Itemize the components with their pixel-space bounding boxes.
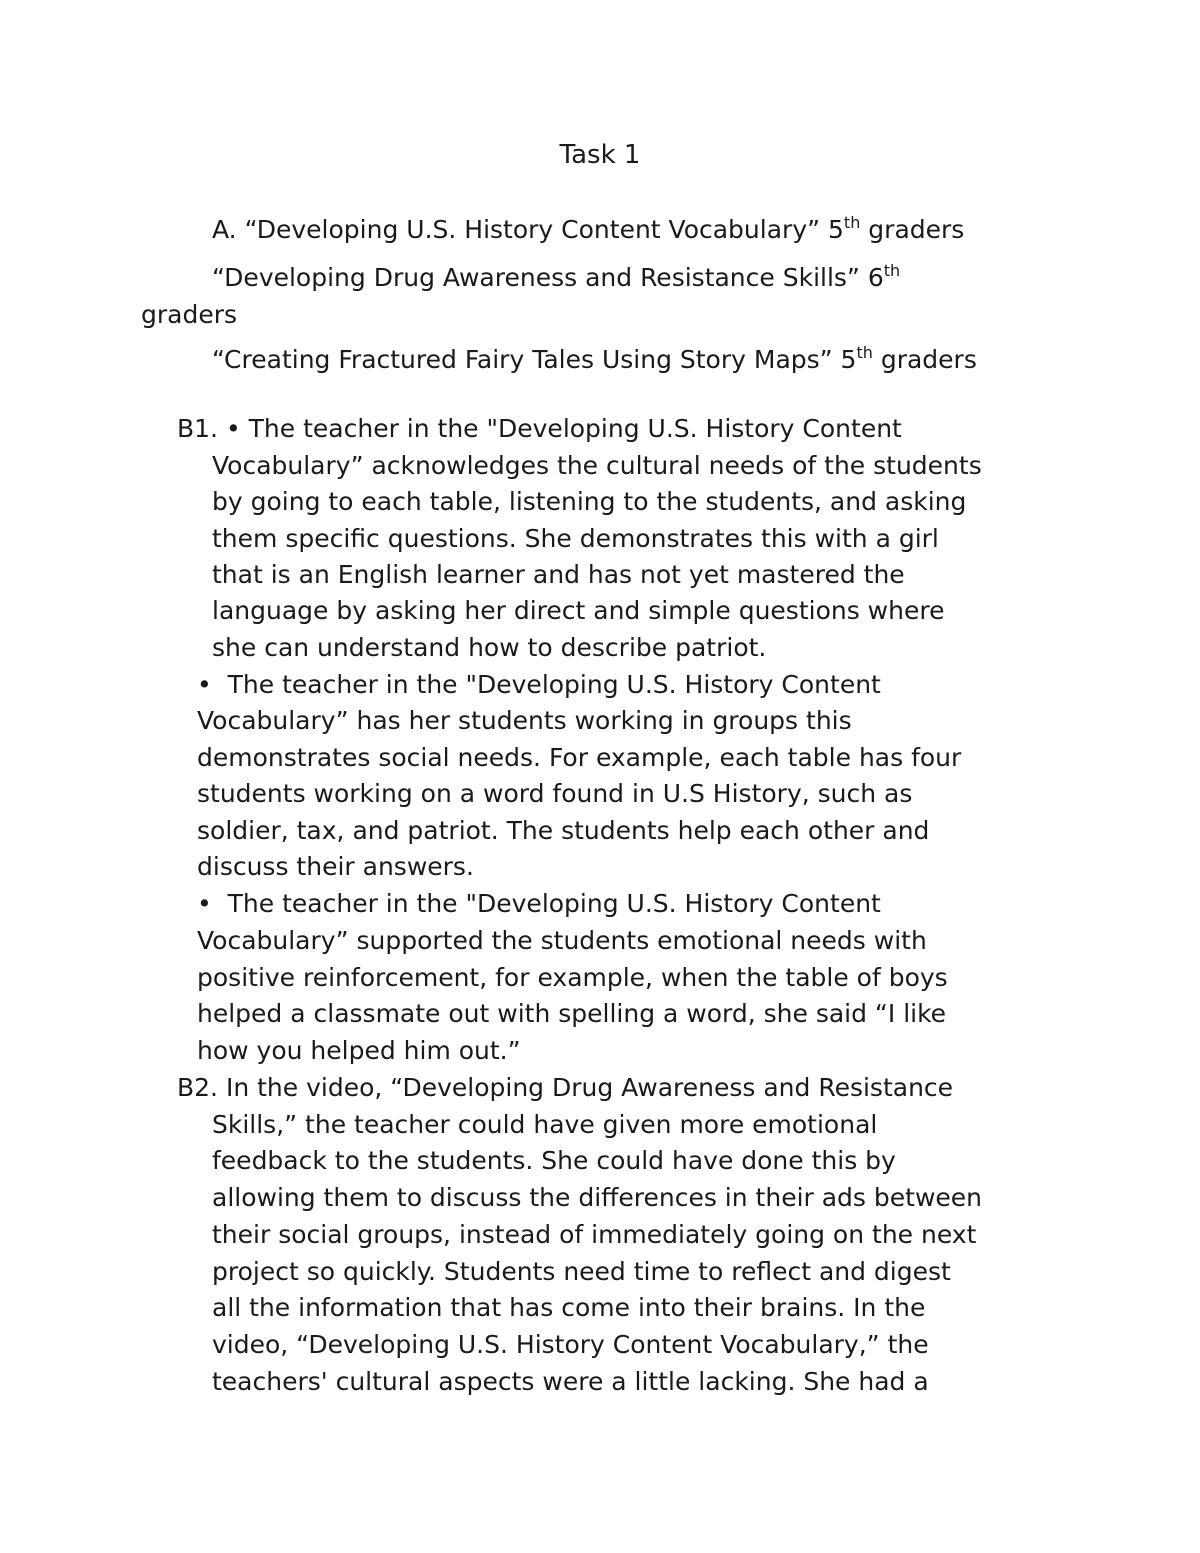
item-suffix: graders [872,345,977,374]
paragraph-line: their social groups, instead of immediately going on the next [212,1220,977,1249]
paragraph-line: The teacher in the "Developing U.S. History Content [248,414,902,443]
paragraph-line: language by asking her direct and simple questions where [212,596,945,625]
paragraph-line: The teacher in the "Developing U.S. History Content [227,670,881,699]
b1-paragraph-2-line-0 [197,667,881,703]
section-a-item-2-wrap: graders [141,300,238,329]
paragraph-line: project so quickly. Students need time to reflect and digest [212,1257,951,1286]
section-a-item-3 [212,342,977,378]
item-text: “Creating Fractured Fairy Tales Using Story Maps” 5 [212,345,857,374]
item-suffix: graders [860,215,965,244]
paragraph-line: The teacher in the "Developing U.S. History Content [227,889,881,918]
section-a-label: A. [212,215,245,244]
paragraph-line: feedback to the students. She could have done this by [212,1146,896,1175]
superscript: th [883,261,901,280]
paragraph-line: allowing them to discuss the differences in their ads between [212,1183,983,1212]
paragraph-line: Vocabulary” acknowledges the cultural needs of the students [212,451,982,480]
paragraph-line: by going to each table, listening to the students, and asking [212,487,967,516]
paragraph-line: demonstrates social needs. For example, each table has four [197,743,962,772]
b1-label: B1. [177,414,226,443]
paragraph-line: Vocabulary” supported the students emotional needs with [197,926,927,955]
paragraph-line: Vocabulary” has her students working in groups this [197,706,852,735]
b2-label: B2. [177,1073,226,1102]
page-title: Task 1 [559,140,641,170]
superscript: th [856,343,873,362]
superscript: th [843,213,861,232]
bullet-icon: • [225,414,241,443]
section-a-item-1 [212,212,964,248]
bullet-icon: • [197,670,212,699]
paragraph-line: Skills,” the teacher could have given more emotional [212,1110,878,1139]
paragraph-line: them specific questions. She demonstrates this with a girl [212,524,939,553]
paragraph-line: students working on a word found in U.S History, such as [197,779,913,808]
b2-line-0 [177,1070,953,1106]
paragraph-line: video, “Developing U.S. History Content Vocabulary,” the [212,1330,929,1359]
paragraph-line: In the video, “Developing Drug Awareness and Resistance [225,1073,954,1102]
bullet-icon: • [197,889,212,918]
paragraph-line: all the information that has come into their brains. In the [212,1293,926,1322]
paragraph-line: helped a classmate out with spelling a word, she said “I like [197,999,947,1028]
b1-paragraph-3-line-0 [197,886,881,922]
b1-paragraph-1-line-0 [177,411,902,447]
paragraph-line: she can understand how to describe patriot. [212,633,767,662]
paragraph-line: that is an English learner and has not yet mastered the [212,560,905,589]
paragraph-line: discuss their answers. [197,852,474,881]
paragraph-line: positive reinforcement, for example, when the table of boys [197,963,948,992]
paragraph-line: soldier, tax, and patriot. The students help each other and [197,816,930,845]
item-text: “Developing Drug Awareness and Resistance Skills” 6 [212,263,884,292]
item-text: “Developing U.S. History Content Vocabulary” 5 [244,215,844,244]
section-a-item-2 [212,260,900,296]
paragraph-line: how you helped him out.” [197,1036,521,1065]
paragraph-line: teachers' cultural aspects were a little lacking. She had a [212,1367,929,1396]
